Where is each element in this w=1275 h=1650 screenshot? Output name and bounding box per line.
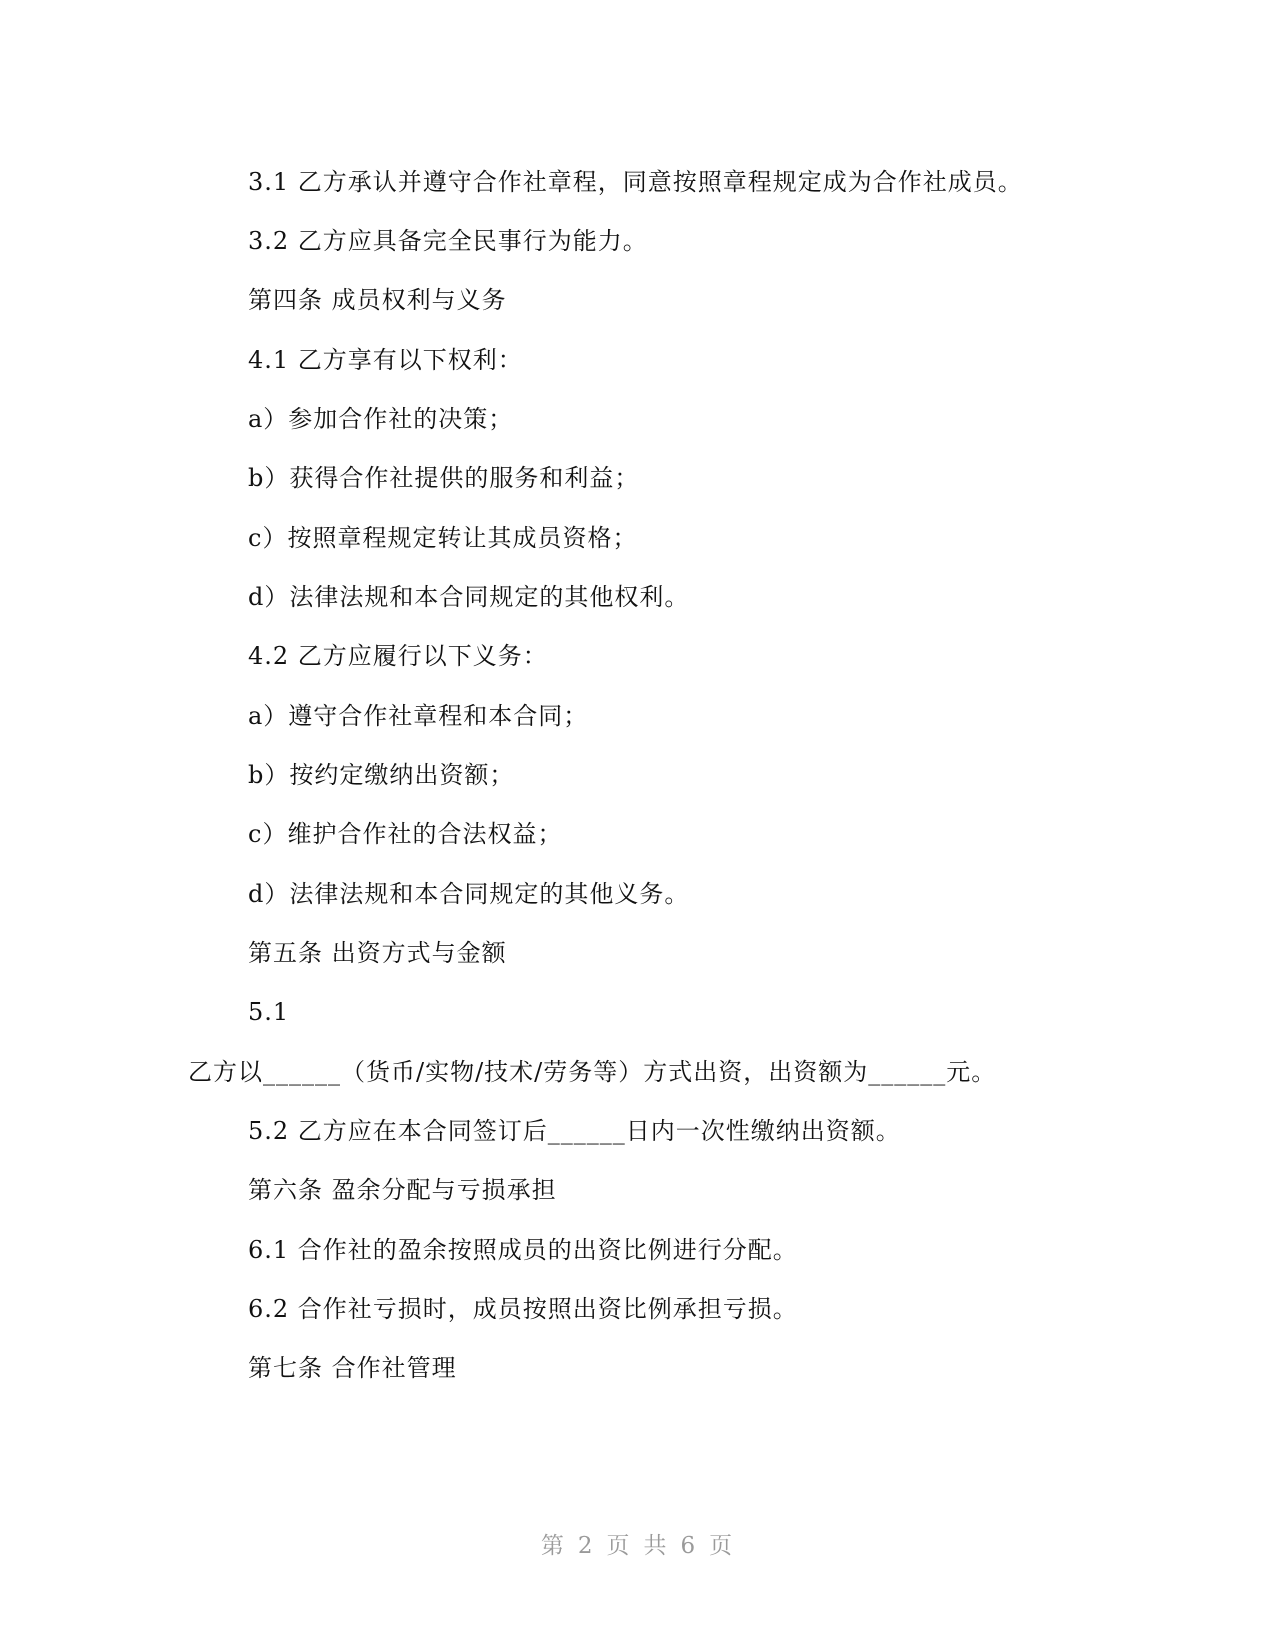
footer-total-word: 共	[643, 1533, 669, 1559]
right-item-a: a）参加合作社的决策；	[248, 405, 514, 433]
clause-5-1-number: 5.1	[248, 998, 290, 1026]
footer-prefix: 第	[540, 1533, 566, 1559]
footer-suffix: 页	[709, 1533, 735, 1559]
article-4-heading: 第四条 成员权利与义务	[248, 286, 507, 314]
clause-6-1: 6.1 合作社的盈余按照成员的出资比例进行分配。	[248, 1236, 798, 1264]
page-footer	[0, 1530, 1275, 1562]
clause-5-2: 5.2 乙方应在本合同签订后______日内一次性缴纳出资额。	[248, 1117, 901, 1145]
clause-6-2: 6.2 合作社亏损时，成员按照出资比例承担亏损。	[248, 1295, 798, 1323]
article-7-heading: 第七条 合作社管理	[248, 1354, 457, 1382]
clause-3-1: 3.1 乙方承认并遵守合作社章程，同意按照章程规定成为合作社成员。	[248, 168, 1023, 196]
duty-item-a: a）遵守合作社章程和本合同；	[248, 702, 589, 730]
clause-4-1: 4.1 乙方享有以下权利：	[248, 346, 523, 374]
clause-5-1-text: 乙方以______（货币/实物/技术/劳务等）方式出资，出资额为______元。	[188, 1058, 997, 1086]
footer-current-page: 2	[577, 1533, 595, 1559]
right-item-c: c）按照章程规定转让其成员资格；	[248, 524, 638, 552]
article-5-heading: 第五条 出资方式与金额	[248, 939, 507, 967]
right-item-b: b）获得合作社提供的服务和利益；	[248, 464, 640, 492]
duty-item-c: c）维护合作社的合法权益；	[248, 820, 563, 848]
footer-total-pages: 6	[680, 1533, 698, 1559]
duty-item-b: b）按约定缴纳出资额；	[248, 761, 515, 789]
right-item-d: d）法律法规和本合同规定的其他权利。	[248, 583, 690, 611]
footer-page-word: 页	[606, 1533, 632, 1559]
clause-4-2: 4.2 乙方应履行以下义务：	[248, 642, 548, 670]
article-6-heading: 第六条 盈余分配与亏损承担	[248, 1176, 557, 1204]
clause-3-2: 3.2 乙方应具备完全民事行为能力。	[248, 227, 648, 255]
duty-item-d: d）法律法规和本合同规定的其他义务。	[248, 880, 690, 908]
